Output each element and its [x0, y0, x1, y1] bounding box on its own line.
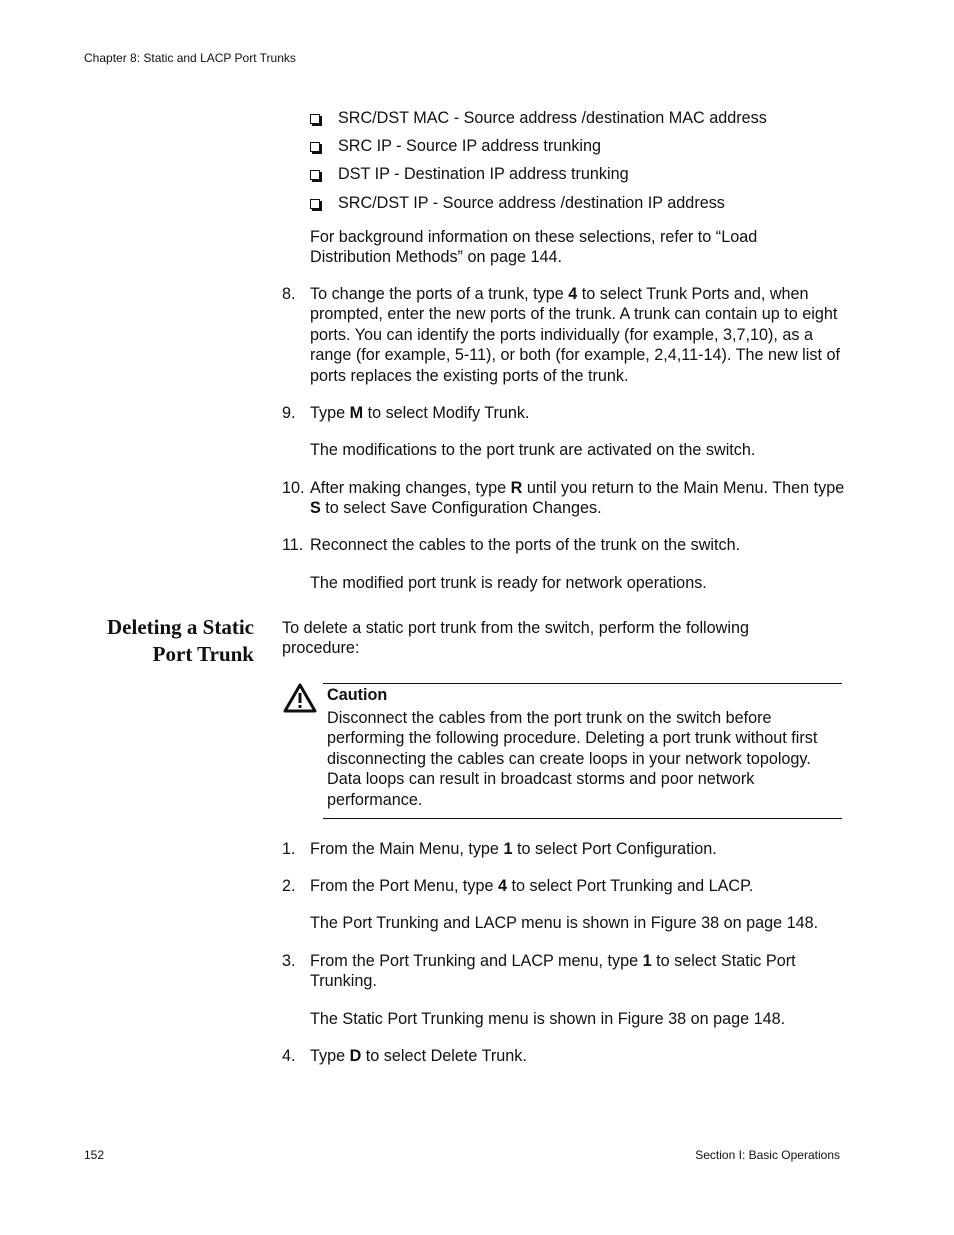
step-11: 11. Reconnect the cables to the ports of the trunk on the switch.: [282, 536, 741, 554]
step-2-note: The Port Trunking and LACP menu is shown in Figure 38 on page 148.: [310, 914, 819, 932]
warning-triangle-icon: [283, 683, 317, 713]
running-header: Chapter 8: Static and LACP Port Trunks: [84, 51, 296, 65]
step-1: 1. From the Main Menu, type 1 to select Port Configuration.: [282, 840, 717, 858]
checkbox-bullet-icon: [310, 114, 320, 124]
step-2: 2. From the Port Menu, type 4 to select Port Trunking and LACP.: [282, 877, 754, 895]
step-9-note: The modifications to the port trunk are activated on the switch.: [310, 441, 756, 459]
step-11-note: The modified port trunk is ready for network operations.: [310, 574, 707, 592]
checkbox-bullet-icon: [310, 170, 320, 180]
step-8: 8. To change the ports of a trunk, type 4 to select Trunk Ports and, when prompted, enter the new ports of the trunk. A trunk can contain up to eight ports. You can identify the ports individually (for example, 3,7,10), as a range (for example, 5-11), or both (for example, 2,4,11-14). The new list of ports replaces the existing ports of the trunk.: [282, 285, 840, 385]
running-footer: Section I: Basic Operations: [695, 1148, 840, 1162]
step-3: 3. From the Port Trunking and LACP menu, type 1 to select Static Port Trunking.: [282, 952, 796, 991]
section-intro: To delete a static port trunk from the switch, perform the following procedure:: [282, 619, 749, 658]
checkbox-bullet-icon: [310, 199, 320, 209]
caution-bottom-rule: [323, 818, 842, 819]
checkbox-bullet-icon: [310, 142, 320, 152]
section-heading: Deleting a Static Port Trunk: [107, 615, 254, 666]
step-4: 4. Type D to select Delete Trunk.: [282, 1047, 527, 1065]
caution-title: Caution: [327, 686, 388, 704]
page-number: 152: [84, 1148, 105, 1162]
step-3-note: The Static Port Trunking menu is shown in Figure 38 on page 148.: [310, 1010, 786, 1028]
background-reference: For background information on these selections, refer to “Load Distribution Methods” on page 144.: [310, 228, 758, 267]
caution-text: Disconnect the cables from the port trunk on the switch before performing the following procedure. Deleting a port trunk without first disconnecting the cables can create loops in your network topology. Data loops can result in broadcast storms and poor network performance.: [327, 709, 818, 809]
caution-top-rule: [323, 683, 842, 684]
step-9: 9. Type M to select Modify Trunk.: [282, 404, 530, 422]
step-10: 10. After making changes, type R until you return to the Main Menu. Then type S to select Save Configuration Changes.: [282, 479, 845, 518]
